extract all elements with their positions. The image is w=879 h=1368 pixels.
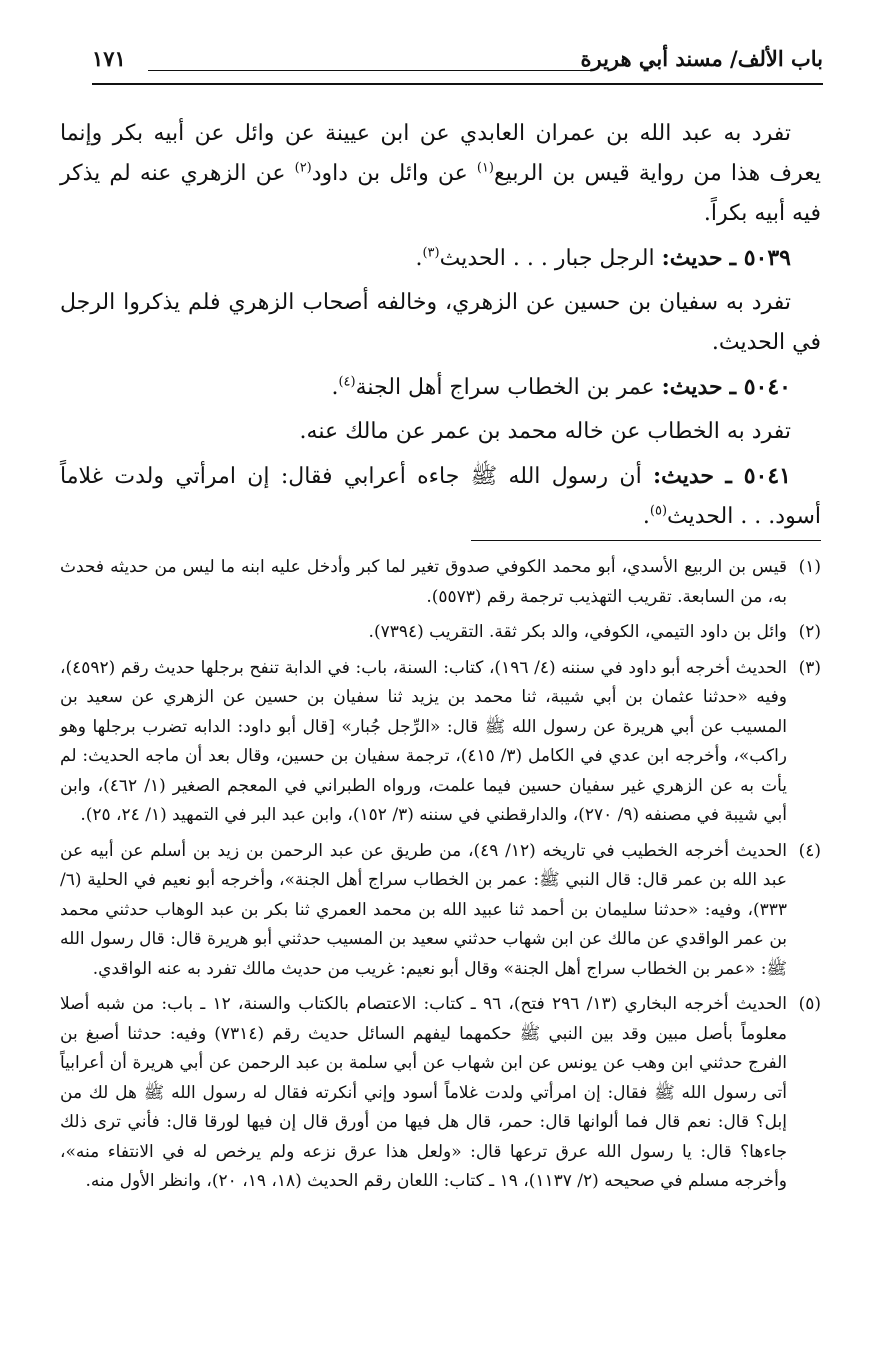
footnote-4 bbox=[60, 837, 821, 985]
main-text bbox=[60, 114, 821, 541]
hadith-label: حديث: bbox=[661, 374, 723, 400]
header-dash-line bbox=[148, 70, 591, 71]
hadith-5039: ٥٠٣٩ ـ حديث: الرجل جبار . . . الحديث$^{(٣)}$. bbox=[415, 245, 791, 271]
hadith-5041: ٥٠٤١ ـ حديث: أن رسول الله ﷺ جاءه أعرابي فقال: إن امرأتي ولدت غلاماً أسود. . . الحديث$^{(٥)}$. bbox=[60, 463, 821, 529]
footnote-text: الحديث أخرجه أبو داود في سننه (٤/ ١٩٦)، كتاب: السنة، باب: في الدابة تنفح برجلها حديث رقم (٤٥٩٢)، وفيه «حدثنا عثمان بن أبي شيبة، ثنا محمد بن يزيد ثنا سفيان بن حسين عن الزهري عن سعيد بن المسيب عن أبي هريرة عن رسول الله ﷺ قال: «الرِّجل جُبار» [قال أبو داود: الدابه تضرب برجلها وهو راكب»، وأخرجه ابن عدي في الكامل (٣/ ٤١٥)، ترجمة سفيان بن حسين، وقال بعد أن ماجه الحديث: لم يأت به عن الزهري غير سفيان حسين فيما علمت، ورواه الطبراني في المعجم الصغير (١/ ٤٦٢)، وابن أبي شيبة في مصنفه (٩/ ٢٧٠)، والدارقطني في سننه (٣/ ١٥٢)، وابن عبد البر في التمهيد (١/ ٢٤، ٢٥). bbox=[60, 657, 788, 825]
footnote-1 bbox=[60, 553, 821, 612]
hadith-number: ٥٠٤١ ـ bbox=[725, 463, 791, 489]
footnote-ref-2[interactable]: (٢) bbox=[294, 160, 312, 176]
footnote-2 bbox=[60, 618, 821, 648]
footnotes bbox=[60, 553, 821, 1203]
hadith-label: حديث: bbox=[661, 245, 723, 271]
footnote-ref-5[interactable]: (٥) bbox=[649, 503, 668, 519]
footnote-text: وائل بن داود التيمي، الكوفي، والد بكر ثقة. التقريب (٧٣٩٤). bbox=[368, 622, 787, 642]
footnote-ref-4[interactable]: (٤) bbox=[338, 374, 356, 390]
paragraph-1 bbox=[60, 114, 821, 234]
hadith-label: حديث: bbox=[653, 463, 714, 489]
header-title: باب الألف/ مسند أبي هريرة bbox=[580, 46, 823, 71]
hadith-text: عمر بن الخطاب سراج أهل الجنة bbox=[355, 375, 655, 400]
footnote-number: (٣) bbox=[798, 657, 821, 678]
footnote-text: الحديث أخرجه الخطيب في تاريخه (١٢/ ٤٩)، من طريق عن عبد الرحمن بن زيد بن أسلم عن أبيه عن عبد الله بن عمر قال: قال النبي ﷺ: عمر بن الخطاب سراج أهل الجنة»، وأخرجه أبو نعيم في الحلية (٦/ ٣٣٣)، وفيه: «حدثنا سليمان بن أحمد ثنا عبيد الله بن محمد العمري ثنا بكر بن عبد الوهاب حدثني محمد بن عمر الواقدي عن مالك عن ابن شهاب حدثني سعيد بن المسيب حدثني أبو هريرة قال: قال رسول الله ﷺ: «عمر بن الخطاب سراج أهل الجنة» وقال أبو نعيم: غريب من حديث مالك تفرد به عنه الواقدي. bbox=[60, 840, 787, 979]
paragraph-2: تفرد به سفيان بن حسين عن الزهري، وخالفه أصحاب الزهري فلم يذكروا الرجل في الحديث. bbox=[60, 290, 821, 355]
footnote-ref-3[interactable]: (٣) bbox=[422, 245, 440, 261]
footnote-number: (٤) bbox=[798, 840, 821, 861]
hadith-5040: ٥٠٤٠ ـ حديث: عمر بن الخطاب سراج أهل الجنة$^{(٤)}$. bbox=[331, 374, 791, 400]
hadith-text: أن رسول الله ﷺ جاءه أعرابي فقال: إن امرأتي ولدت غلاماً أسود. . . الحديث bbox=[60, 464, 821, 529]
paragraph-3: تفرد به الخطاب عن خاله محمد بن عمر عن مالك عنه. bbox=[299, 419, 791, 444]
paragraph-1-end: عن الزهري عنه لم يذكر فيه أبيه بكراً. bbox=[60, 161, 821, 226]
footnote-text: قيس بن الربيع الأسدي، أبو محمد الكوفي صدوق تغير لما كبر وأدخل عليه ابنه ما ليس من حديثه فحدث به، من السابعة. تقريب التهذيب ترجمة رقم (٥٥٧٣). bbox=[60, 557, 787, 607]
footnote-5 bbox=[60, 990, 821, 1197]
paragraph-1-middle: عن وائل بن داود bbox=[311, 161, 477, 186]
footnote-number: (١) bbox=[798, 557, 821, 577]
page-number: ١٧١ bbox=[92, 46, 126, 71]
footnote-ref-1[interactable]: (١) bbox=[476, 160, 494, 176]
header-rule bbox=[92, 83, 823, 85]
footnote-text: الحديث أخرجه البخاري (١٣/ ٢٩٦ فتح)، ٩٦ ـ كتاب: الاعتصام بالكتاب والسنة، ١٢ ـ باب: من شبه أصلا معلوماً بأصل مبين وقد بين النبي ﷺ حكمهما ليفهم السائل حديث رقم (٧٣١٤) وفيه: حدثنا أصبغ بن الفرج حدثني ابن وهب عن يونس عن ابن شهاب عن أبي سلمة بن عبد الرحمن عن أبي هريرة أن أعرابياً أتى رسول الله ﷺ فقال: إن امرأتي ولدت غلاماً أسود وإني أنكرته فقال له رسول الله ﷺ هل لك من إبل؟ قال: نعم قال فما ألوانها قال: حمر، قال هل فيها من أورق قال إن فيها لورقا قال: فأني ترى ذلك جاءها؟ قال: يا رسول الله عرق ترعها قال: «ولعل هذا عرق نزعه ولم يرخص له في الانتفاء منه»، وأخرجه مسلم في صحيحه (٢/ ١١٣٧)، ١٩ ـ كتاب: اللعان رقم الحديث (١٨، ١٩، ٢٠)، وانظر الأول منه. bbox=[60, 994, 787, 1191]
footnote-separator bbox=[471, 540, 821, 541]
running-header bbox=[92, 46, 823, 86]
paragraph-1-text: تفرد به عبد الله بن عمران العابدي عن ابن عيينة عن وائل عن أبيه بكر وإنما يعرف هذا من رواية قيس بن الربيع bbox=[60, 121, 821, 186]
hadith-text: الرجل جبار . . . الحديث bbox=[439, 246, 655, 271]
footnote-3 bbox=[60, 654, 821, 831]
hadith-number: ٥٠٤٠ ـ bbox=[729, 374, 791, 400]
hadith-number: ٥٠٣٩ ـ bbox=[729, 245, 791, 271]
footnote-number: (٢) bbox=[798, 622, 821, 642]
footnote-number: (٥) bbox=[798, 994, 821, 1014]
